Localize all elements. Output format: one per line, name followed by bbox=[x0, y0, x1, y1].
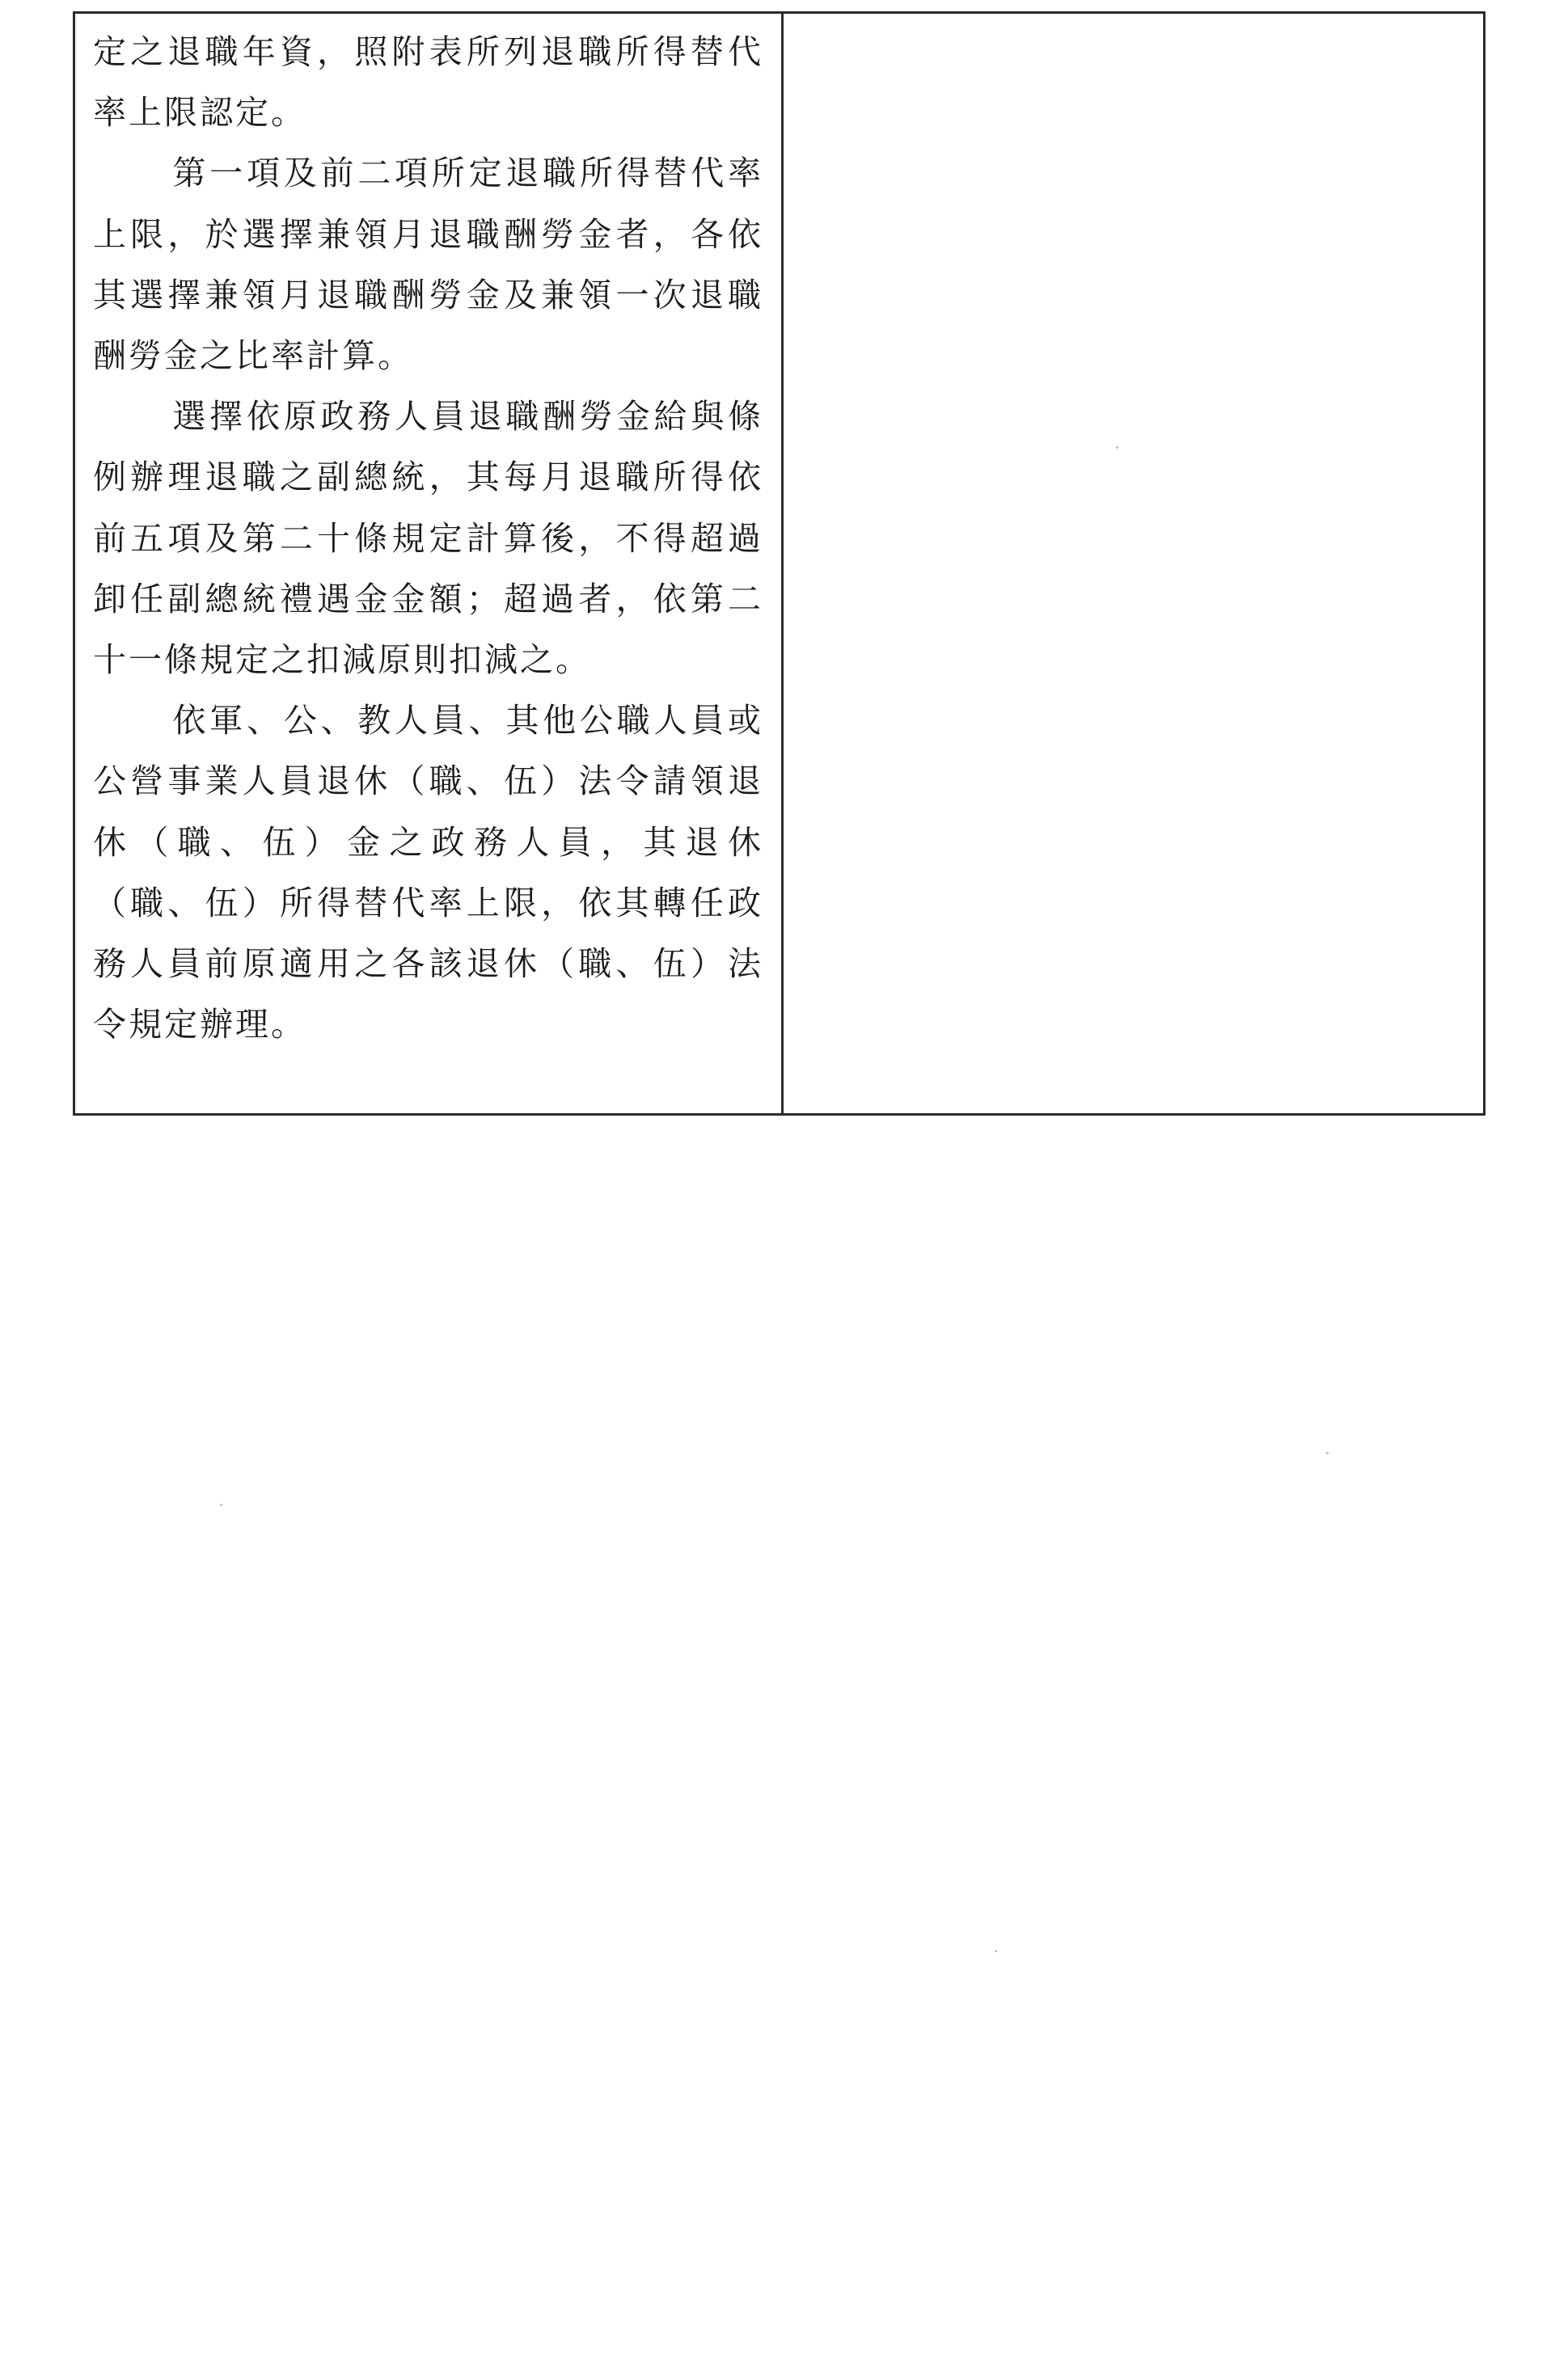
paragraph-1: 定之退職年資，照附表所列退職所得替代率上限認定。 bbox=[93, 32, 763, 133]
scan-speck bbox=[220, 1504, 222, 1506]
scan-speck bbox=[1326, 1452, 1329, 1454]
scan-speck bbox=[995, 1950, 997, 1952]
paragraph-3: 選擇依原政務人員退職酬勞金給與條例辦理退職之副總統，其每月退職所得依前五項及第二十條規定計算後，不得超過卸任副總統禮遇金金額；超過者，依第二十一條規定之扣減原則扣減之。 bbox=[93, 397, 763, 680]
two-column-table bbox=[73, 11, 1485, 1116]
scan-speck bbox=[1116, 446, 1118, 449]
paragraph-2: 第一項及前二項所定退職所得替代率上限，於選擇兼領月退職酬勞金者，各依其選擇兼領月退職酬勞金及兼領一次退職酬勞金之比率計算。 bbox=[93, 154, 763, 376]
right-column-cell bbox=[784, 14, 1483, 1113]
left-column-cell bbox=[75, 14, 784, 1113]
paragraph-4: 依軍、公、教人員、其他公職人員或公營事業人員退休（職、伍）法令請領退休（職、伍）金之政務人員，其退休（職、伍）所得替代率上限，依其轉任政務人員前原適用之各該退休（職、伍）法令規定辦理。 bbox=[93, 701, 763, 1044]
